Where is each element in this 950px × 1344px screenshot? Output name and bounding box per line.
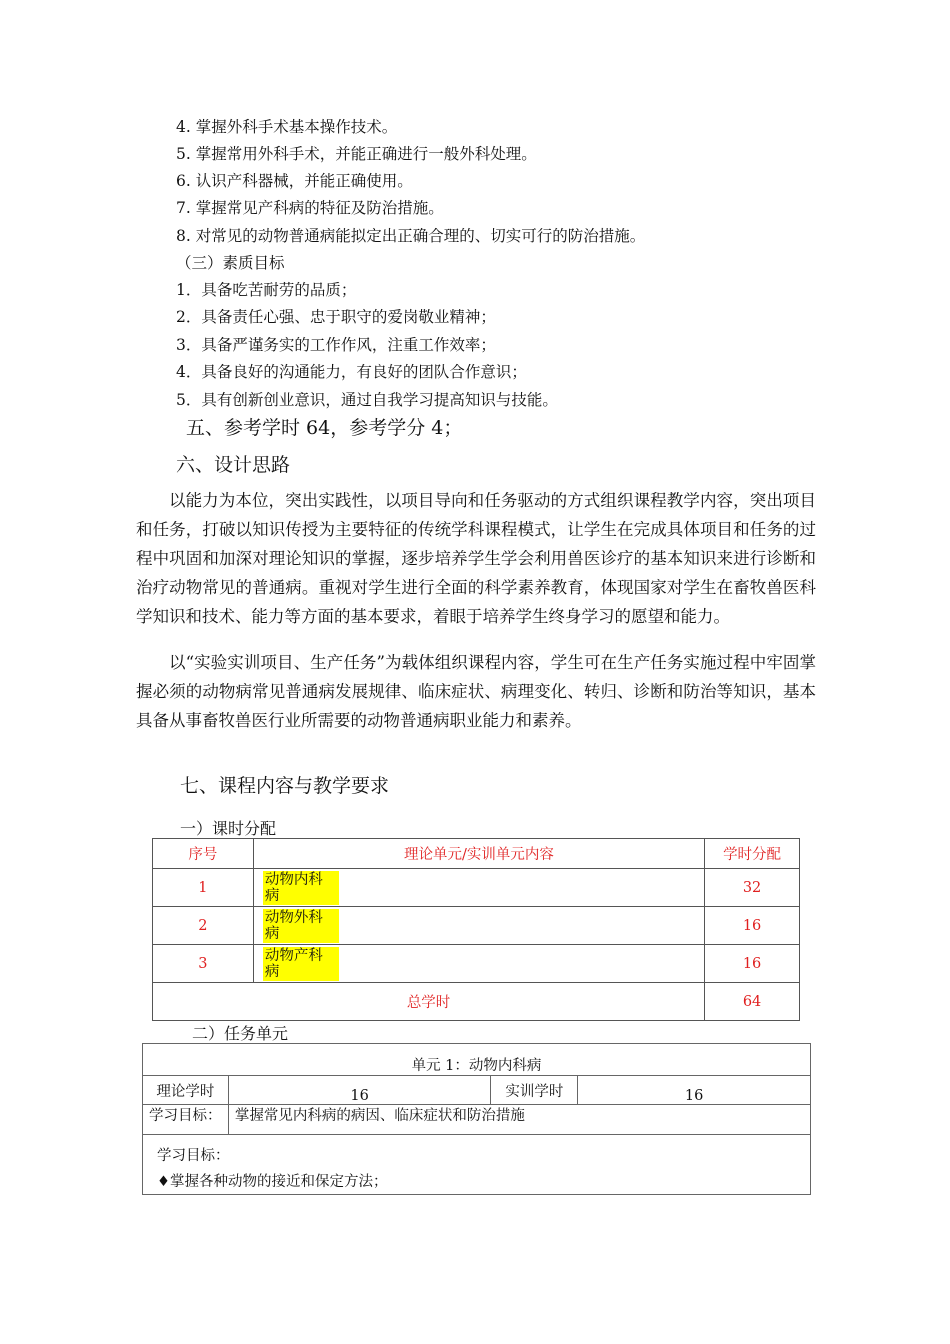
- practice-hours-label: 实训学时: [491, 1076, 578, 1105]
- theory-hours-value: 16: [228, 1076, 491, 1105]
- quality-item: 4．具备良好的沟通能力，有良好的团队合作意识；: [176, 363, 527, 381]
- skill-item: 8. 对常见的动物普通病能拟定出正确合理的、切实可行的防治措施。: [176, 227, 646, 245]
- quality-item: 5．具有创新创业意识，通过自我学习提高知识与技能。: [176, 391, 558, 409]
- quality-heading: （三）素质目标: [176, 254, 285, 272]
- row-content: 动物外科病: [263, 909, 339, 943]
- row-hours: 16: [705, 907, 800, 945]
- hours-table: [152, 838, 800, 1021]
- objective-label: 学习目标：: [149, 1108, 222, 1124]
- row-hours: 32: [705, 869, 800, 907]
- unit-table: [142, 1043, 811, 1195]
- design-paragraph-2: 以“实验实训项目、生产任务”为载体组织课程内容，学生可在生产任务实施过程中牢固掌握必须的动物病常见普通病发展规律、临床症状、病理变化、转归、诊断和防治等知识，基本具备从事畜牧兽医行业所需要的动物普通病职业能力和素养。: [136, 653, 816, 730]
- table-row: [153, 907, 800, 945]
- skill-item: 4. 掌握外科手术基本操作技术。: [176, 118, 398, 136]
- total-row: [153, 983, 800, 1021]
- header-no: 序号: [153, 839, 254, 869]
- detail-label: 学习目标：: [157, 1148, 230, 1164]
- header-content: 理论单元/实训单元内容: [253, 839, 704, 869]
- skill-item: 5. 掌握常用外科手术，并能正确进行一般外科处理。: [176, 145, 537, 163]
- subsection-units: 二）任务单元: [192, 1024, 289, 1043]
- unit-title: 单元 1：动物内科病: [143, 1044, 811, 1076]
- row-no: 3: [153, 945, 254, 983]
- table-row: [153, 945, 800, 983]
- total-label: 总学时: [153, 983, 705, 1021]
- subsection-hours: 一）课时分配: [180, 819, 277, 838]
- quality-item: 3．具备严谨务实的工作作风，注重工作效率；: [176, 336, 496, 354]
- practice-hours-value: 16: [578, 1076, 811, 1105]
- theory-hours-label: 理论学时: [143, 1076, 229, 1105]
- row-content: 动物产科病: [263, 947, 339, 981]
- objective-text: 掌握常见内科病的病因、临床症状和防治措施: [234, 1108, 525, 1124]
- design-paragraph-1: 以能力为本位，突出实践性，以项目导向和任务驱动的方式组织课程教学内容，突出项目和任务，打破以知识传授为主要特征的传统学科课程模式，让学生在完成具体项目和任务的过程中巩固和加深对理论知识的掌握，逐步培养学生学会利用兽医诊疗的基本知识来进行诊断和治疗动物常见的普通病。重视对学生进行全面的科学素养教育，体现国家对学生在畜牧兽医科学知识和技术、能力等方面的基本要求，着眼于培养学生终身学习的愿望和能力。: [136, 491, 816, 626]
- header-hours: 学时分配: [705, 839, 800, 869]
- skill-item: 7. 掌握常见产科病的特征及防治措施。: [176, 199, 444, 217]
- quality-item: 2．具备责任心强、忠于职守的爱岗敬业精神；: [176, 308, 496, 326]
- section6-heading: 六、设计思路: [176, 454, 291, 476]
- row-no: 2: [153, 907, 254, 945]
- section7-heading: 七、课程内容与教学要求: [180, 775, 390, 797]
- row-content: 动物内科病: [263, 871, 339, 905]
- skill-item: 6. 认识产科器械，并能正确使用。: [176, 172, 413, 190]
- quality-item: 1．具备吃苦耐劳的品质；: [176, 281, 357, 299]
- row-hours: 16: [705, 945, 800, 983]
- total-hours: 64: [705, 983, 800, 1021]
- table-row: [153, 869, 800, 907]
- detail-item: ♦掌握各种动物的接近和保定方法；: [157, 1174, 388, 1190]
- row-no: 1: [153, 869, 254, 907]
- section5-heading: 五、参考学时 64，参考学分 4；: [186, 417, 463, 439]
